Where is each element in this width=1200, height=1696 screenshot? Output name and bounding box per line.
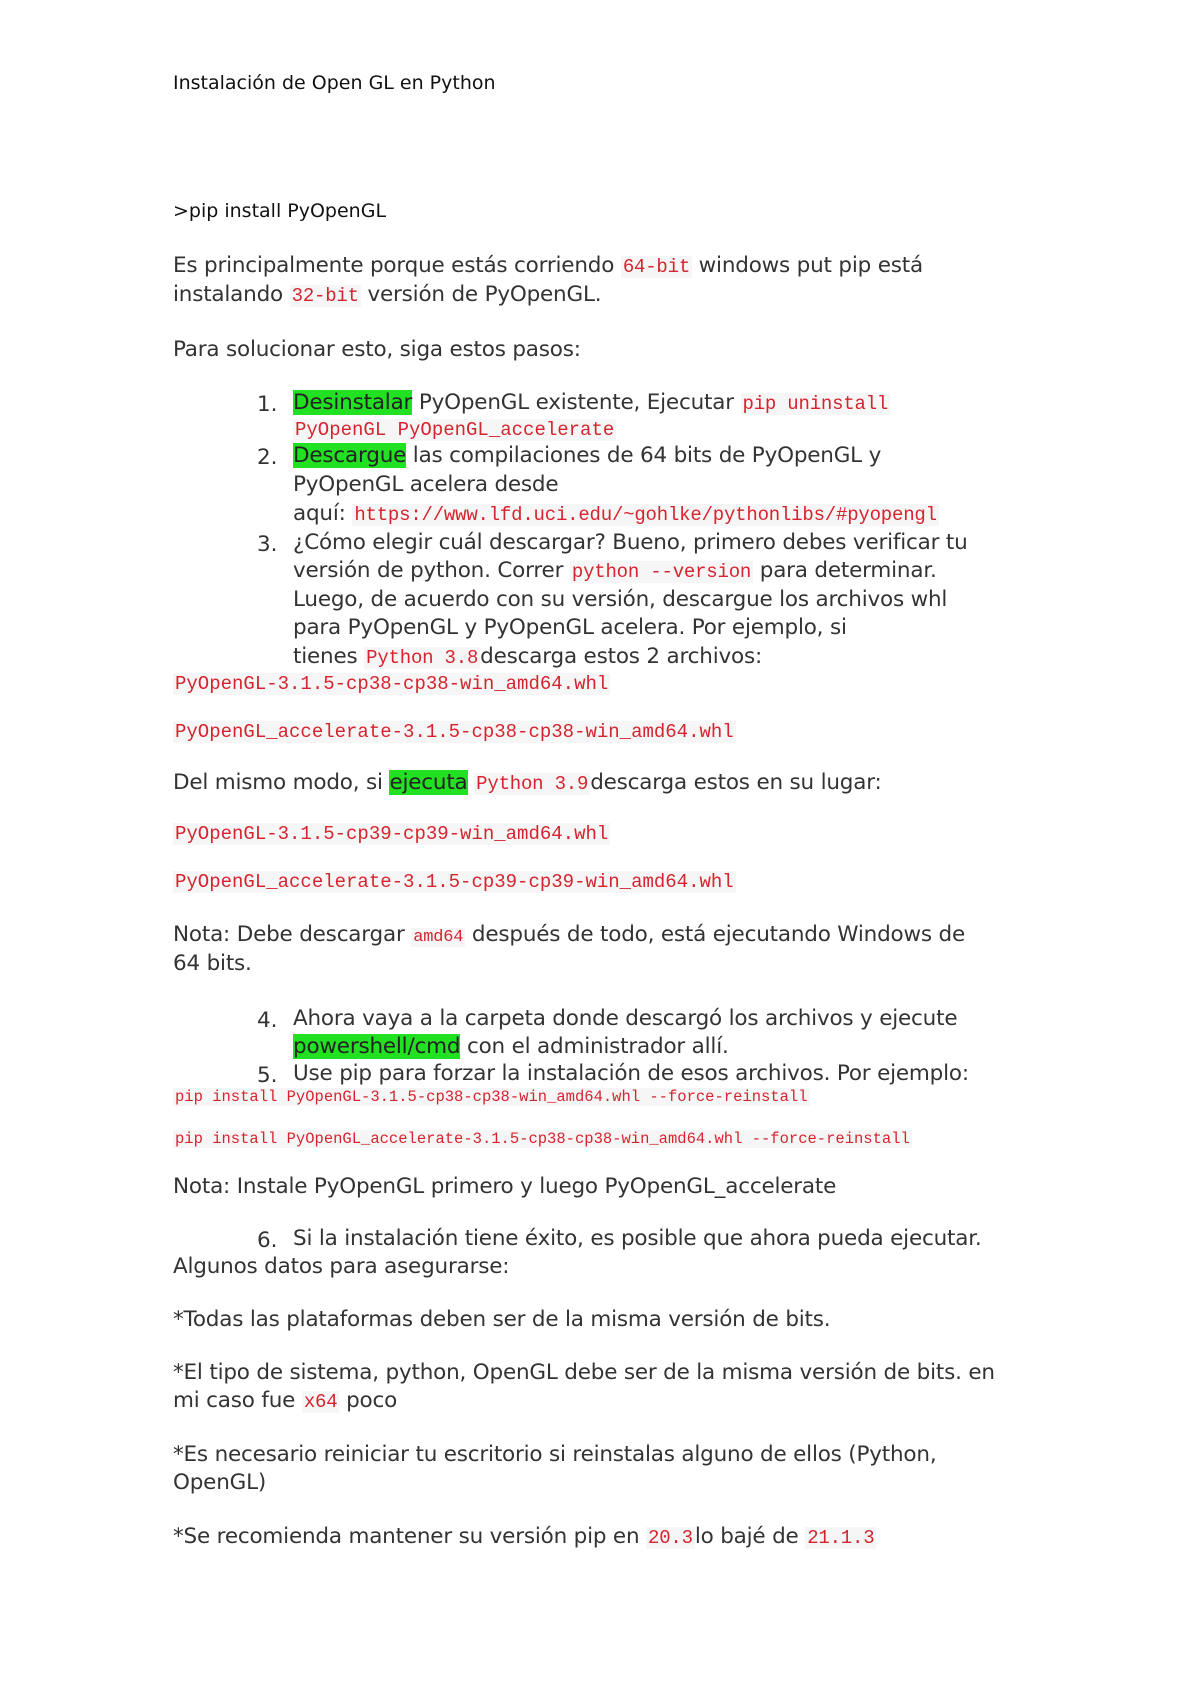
intro-line-1: Es principalmente porque estás corriendo 64-bit windows put pip está: [173, 253, 923, 278]
step2-line-2: PyOpenGL acelera desde: [293, 472, 559, 497]
step4-line-2: powershell/cmd con el administrador allí.: [293, 1034, 729, 1059]
step-number: 6.: [257, 1228, 278, 1253]
tip-1: *Todas las plataformas deben ser de la misma versión de bits.: [173, 1307, 831, 1332]
file-whl-38-accelerate: PyOpenGL_accelerate-3.1.5-cp38-cp38-win_amd64.whl: [175, 721, 734, 743]
highlight-powershell: powershell/cmd: [293, 1034, 461, 1059]
tip-4: *Se recomienda mantener su versión pip en 20.3lo bajé de 21.1.3: [173, 1524, 875, 1549]
note2: Nota: Instale PyOpenGL primero y luego PyOpenGL_accelerate: [173, 1174, 837, 1199]
highlight-desinstalar: Desinstalar: [293, 390, 413, 415]
document-header: Instalación de Open GL en Python: [173, 72, 496, 94]
step-number: 4.: [257, 1008, 278, 1033]
file-whl-39-accelerate: PyOpenGL_accelerate-3.1.5-cp39-cp39-win_amd64.whl: [175, 871, 734, 893]
note1-line-2: 64 bits.: [173, 951, 252, 976]
steps-intro: Para solucionar esto, siga estos pasos:: [173, 337, 581, 362]
code-python-version: python --version: [571, 561, 752, 583]
same-way-line: Del mismo modo, si ejecuta Python 3.9descarga estos en su lugar:: [173, 770, 882, 795]
code-pip-uninstall: pip uninstall: [742, 393, 889, 415]
code-32bit: 32-bit: [291, 285, 359, 307]
force-reinstall-cmd-1: pip install PyOpenGL-3.1.5-cp38-cp38-win_amd64.whl --force-reinstall: [175, 1088, 808, 1106]
step6-line-1: Si la instalación tiene éxito, es posible que ahora pueda ejecutar.: [293, 1226, 982, 1251]
code-amd64: amd64: [413, 928, 464, 947]
step3-line-5: tienes Python 3.8descarga estos 2 archivos:: [293, 644, 763, 669]
step3-line-4: para PyOpenGL y PyOpenGL acelera. Por ejemplo, si: [293, 615, 847, 640]
tip-2-line-2: mi caso fue x64 poco: [173, 1388, 398, 1413]
step3-line-1: ¿Cómo elegir cuál descargar? Bueno, primero debes verificar tu: [293, 530, 968, 555]
step4-line-1: Ahora vaya a la carpeta donde descargó los archivos y ejecute: [293, 1006, 958, 1031]
code-python-39: Python 3.9: [476, 773, 589, 795]
step6-line-2: Algunos datos para asegurarse:: [173, 1254, 510, 1279]
step-number: 3.: [257, 532, 278, 557]
install-command: >pip install PyOpenGL: [173, 200, 387, 222]
code-pip-21-1-3: 21.1.3: [807, 1527, 875, 1549]
highlight-descargue: Descargue: [293, 443, 407, 468]
tip-3-line-1: *Es necesario reiniciar tu escritorio si reinstalas alguno de ellos (Python,: [173, 1442, 937, 1467]
step3-line-2: versión de python. Correr python --version para determinar.: [293, 558, 937, 583]
file-whl-38: PyOpenGL-3.1.5-cp38-cp38-win_amd64.whl: [175, 673, 609, 695]
step-number: 2.: [257, 445, 278, 470]
code-x64: x64: [303, 1391, 338, 1413]
code-64bit: 64-bit: [622, 256, 691, 278]
step5-line-1: Use pip para forzar la instalación de esos archivos. Por ejemplo:: [293, 1061, 969, 1086]
step2-line-3: aquí: https://www.lfd.uci.edu/~gohlke/pythonlibs/#pyopengl: [293, 501, 937, 526]
intro-line-2: instalando 32-bit versión de PyOpenGL.: [173, 282, 602, 307]
highlight-ejecuta: ejecuta: [389, 770, 468, 795]
tip-2-line-1: *El tipo de sistema, python, OpenGL debe ser de la misma versión de bits. en: [173, 1360, 995, 1385]
step1-line-1: Desinstalar PyOpenGL existente, Ejecutar pip uninstall: [293, 390, 889, 415]
note1-line-1: Nota: Debe descargar amd64 después de todo, está ejecutando Windows de: [173, 922, 965, 947]
step2-line-1: Descargue las compilaciones de 64 bits de PyOpenGL y: [293, 443, 882, 468]
file-whl-39: PyOpenGL-3.1.5-cp39-cp39-win_amd64.whl: [175, 823, 609, 845]
code-pip-20-3: 20.3: [648, 1527, 693, 1549]
step-number: 5.: [257, 1063, 278, 1088]
force-reinstall-cmd-2: pip install PyOpenGL_accelerate-3.1.5-cp38-cp38-win_amd64.whl --force-reinstall: [175, 1130, 910, 1148]
step3-line-3: Luego, de acuerdo con su versión, descargue los archivos whl: [293, 587, 948, 612]
step1-line-2: [293, 419, 616, 441]
tip-3-line-2: OpenGL): [173, 1470, 267, 1495]
code-python-38: Python 3.8: [366, 647, 479, 669]
download-url: https://www.lfd.uci.edu/~gohlke/pythonlibs/#pyopengl: [354, 504, 937, 526]
step-number: 1.: [257, 392, 278, 417]
code-uninstall-packages: PyOpenGL PyOpenGL_accelerate: [295, 419, 615, 441]
